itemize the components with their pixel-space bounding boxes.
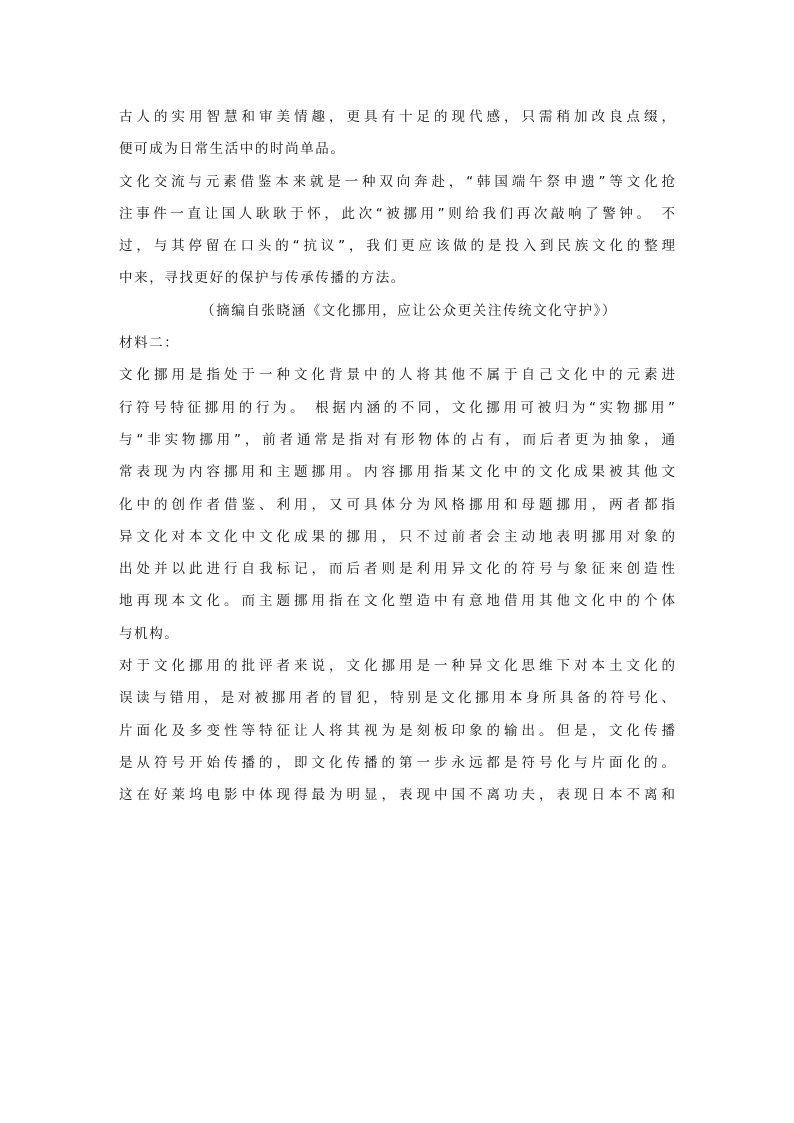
text-line-3: 文化交流与元素借鉴本来就是一种双向奔赴，“韩国端午祭申遗”等文化抢: [119, 173, 675, 190]
text-line-11: 与“非实物挪用”，前者通常是指对有形物体的占有，而后者更为抽象，通: [119, 431, 675, 448]
text-line-12: 常表现为内容挪用和主题挪用。内容挪用指某文化中的文化成果被其他文: [119, 464, 675, 481]
text-line-6: 中来，寻找更好的保护与传承传播的方法。: [119, 270, 406, 287]
text-line-5: 过，与其停留在口头的“抗议”，我们更应该做的是投入到民族文化的整理: [119, 238, 675, 255]
text-line-19: 误读与错用，是对被挪用者的冒犯，特别是文化挪用本身所具备的符号化、: [119, 690, 675, 707]
text-line-17: 与机构。: [119, 625, 180, 642]
section-heading-material-two: 材料二：: [119, 335, 180, 352]
text-line-16: 地再现本文化。而主题挪用指在文化塑造中有意地借用其他文化中的个体: [119, 593, 675, 610]
text-line-1: 古人的实用智慧和审美情趣，更具有十足的现代感，只需稍加改良点缀，: [119, 109, 675, 125]
text-line-14: 异文化对本文化中文化成果的挪用，只不过前者会主动地表明挪用对象的: [119, 528, 675, 545]
text-line-18: 对于文化挪用的批评者来说，文化挪用是一种异文化思维下对本土文化的: [119, 658, 675, 675]
text-line-10: 行符号特征挪用的行为。 根据内涵的不同，文化挪用可被归为“实物挪用”: [119, 399, 675, 416]
text-line-21: 是从符号开始传播的，即文化传播的第一步永远都是符号化与片面化的。: [119, 754, 675, 771]
text-line-4: 注事件一直让国人耿耿于怀，此次“被挪用”则给我们再次敲响了警钟。 不: [119, 205, 675, 222]
body-text: [119, 101, 675, 812]
source-citation: （摘编自张晓涵《文化挪用，应让公众更关注传统文化守护》）: [201, 302, 618, 319]
text-line-20: 片面化及多变性等特征让人将其视为是刻板印象的输出。但是，文化传播: [119, 722, 675, 739]
text-line-2: 便可成为日常生活中的时尚单品。: [119, 141, 346, 158]
text-line-22: 这在好莱坞电影中体现得最为明显，表现中国不离功夫，表现日本不离和: [119, 787, 675, 804]
text-line-13: 化中的创作者借鉴、利用，又可具体分为风格挪用和母题挪用，两者都指: [119, 496, 675, 513]
text-line-9: 文化挪用是指处于一种文化背景中的人将其他不属于自己文化中的元素进: [119, 367, 675, 384]
text-line-15: 出处并以此进行自我标记，而后者则是利用异文化的符号与象征来创造性: [119, 561, 675, 578]
